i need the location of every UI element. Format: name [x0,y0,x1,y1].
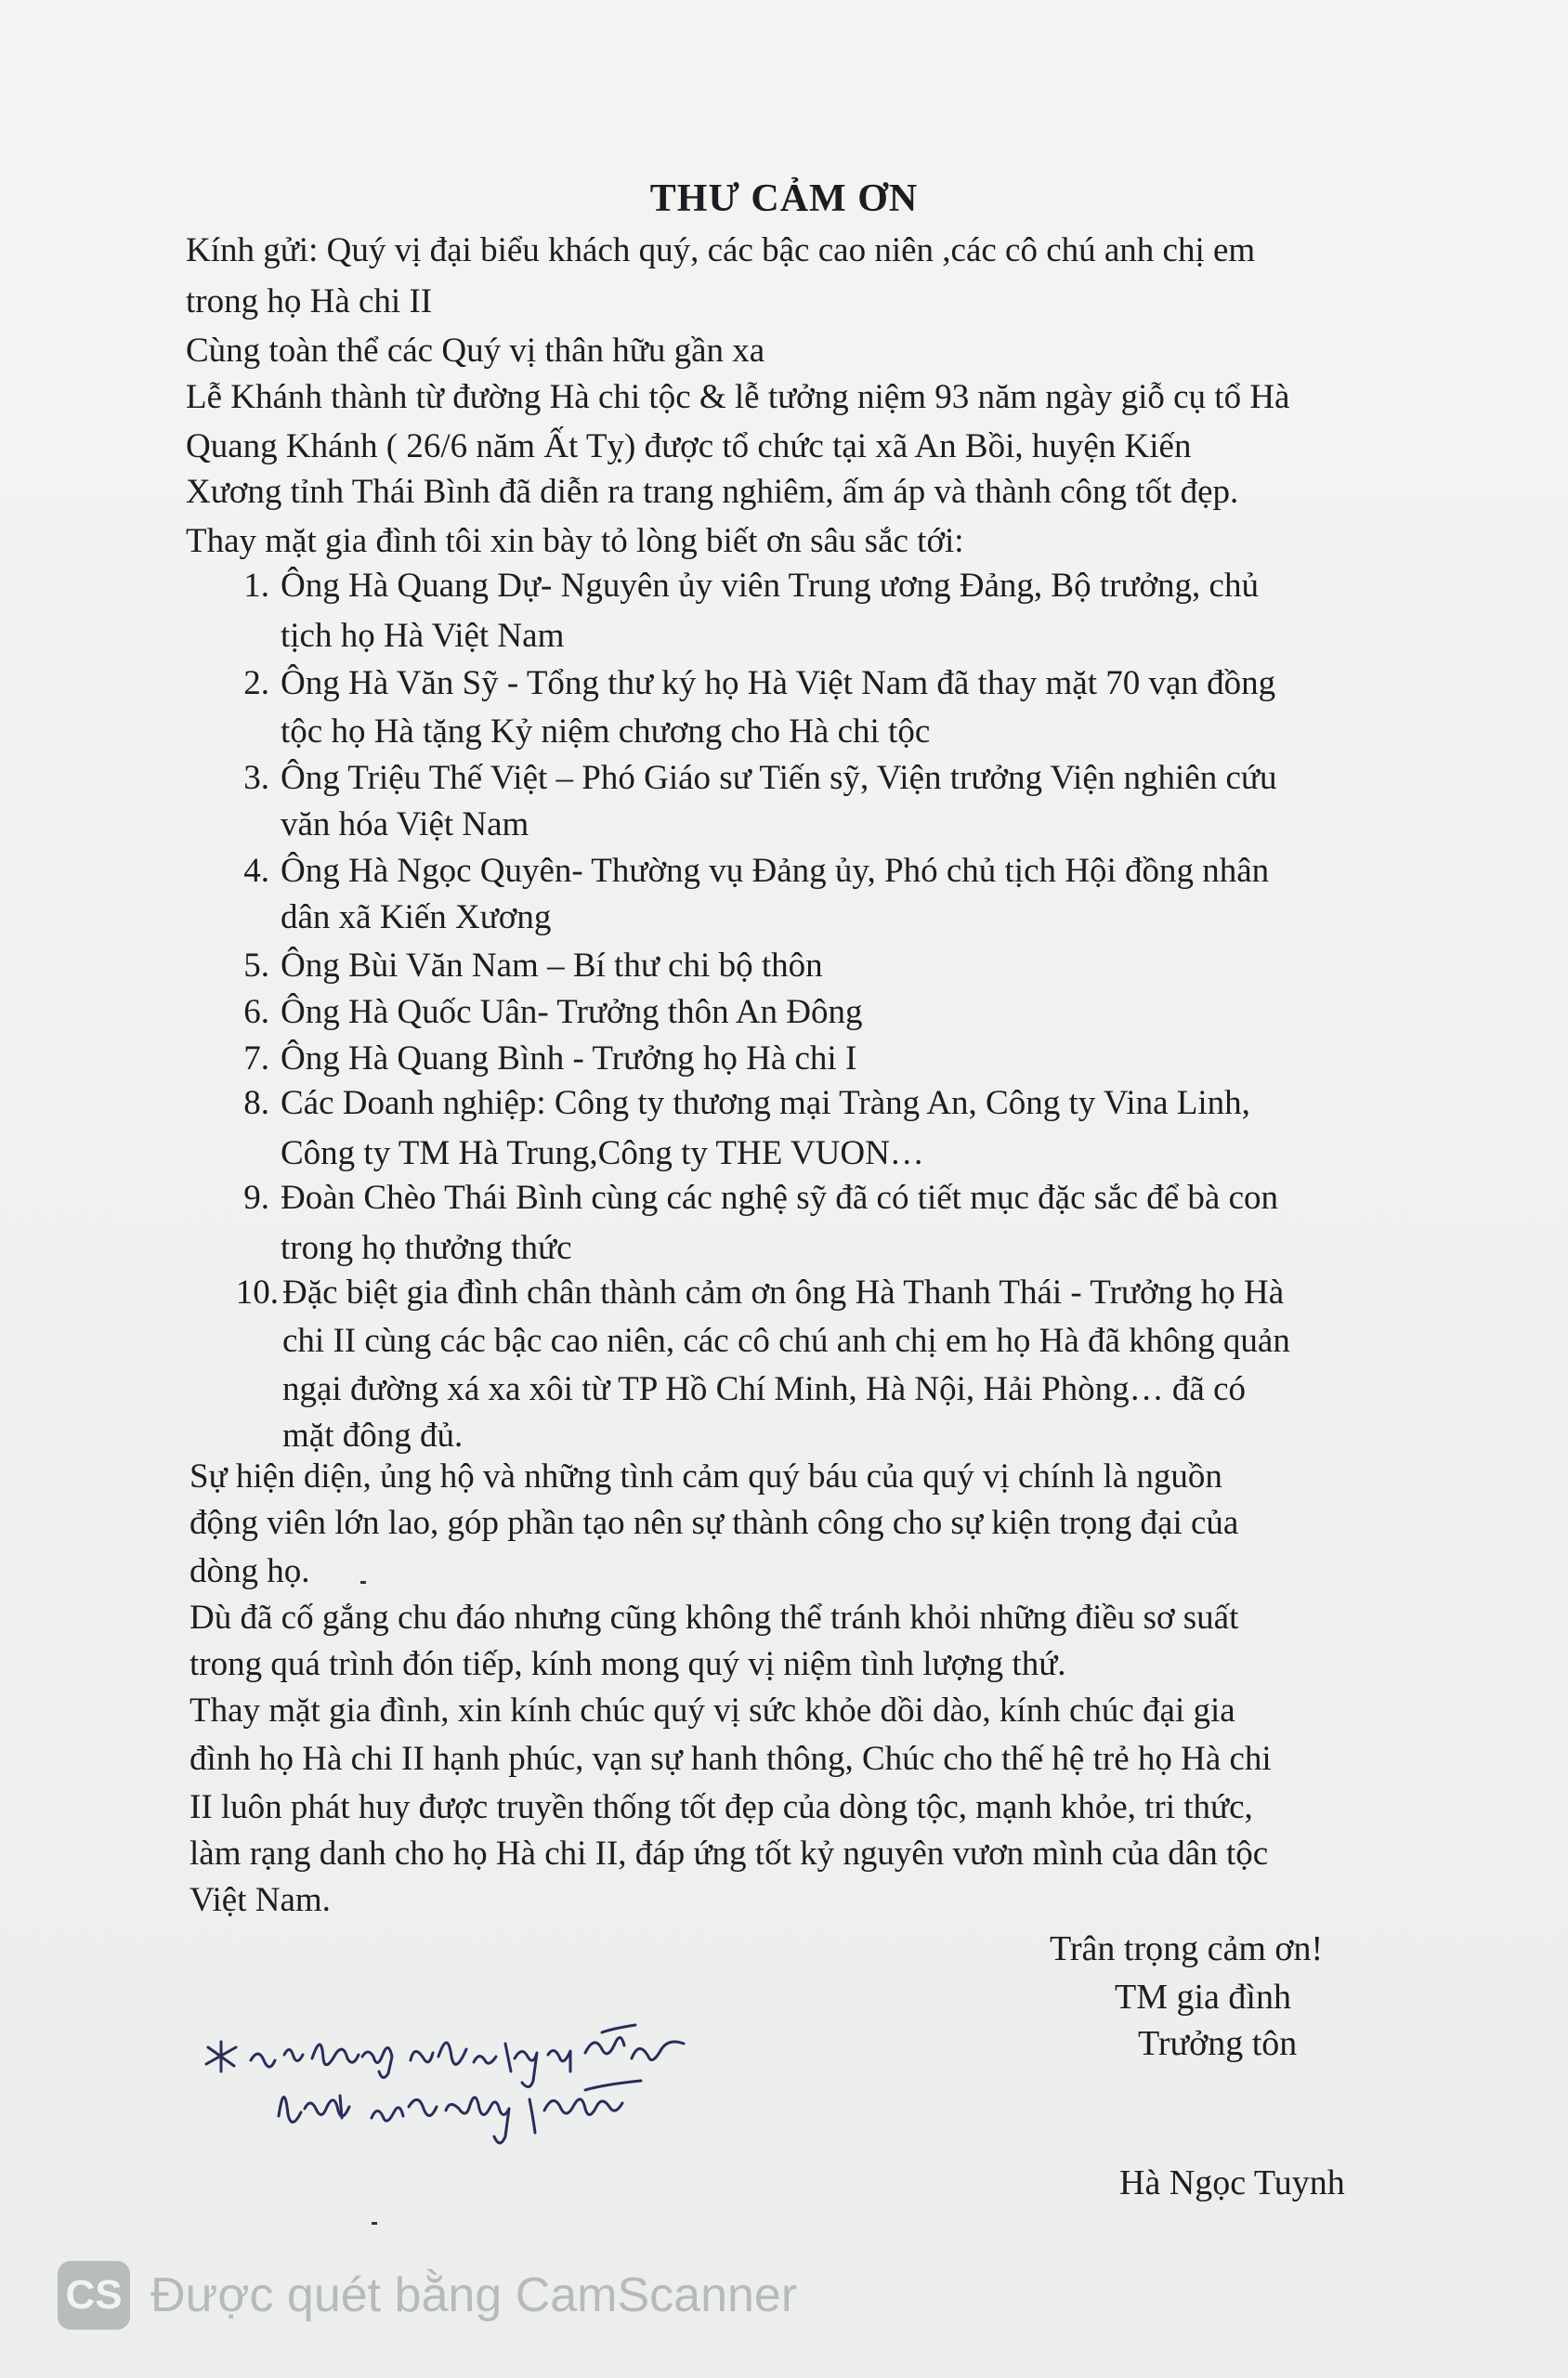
list-item: Ông Hà Quốc Uân- Trưởng thôn An Đông [281,993,863,1031]
list-item: Ông Bùi Văn Nam – Bí thư chi bộ thôn [281,947,823,985]
signature-role: Trưởng tôn [1138,2024,1298,2063]
list-item-number: 8. [243,1084,269,1122]
list-item: Ông Hà Văn Sỹ - Tổng thư ký họ Hà Việt Nam đã thay mặt 70 vạn đồng [281,664,1276,702]
intro-line: Quang Khánh ( 26/6 năm Ất Tỵ) được tổ chức tại xã An Bồi, huyện Kiến [186,427,1192,465]
list-item: Ông Triệu Thế Việt – Phó Giáo sư Tiến sỹ, Viện trưởng Viện nghiên cứu [281,759,1277,797]
closing-line: đình họ Hà chi II hạnh phúc, vạn sự hanh thông, Chúc cho thế hệ trẻ họ Hà chi [189,1740,1272,1778]
list-item: Các Doanh nghiệp: Công ty thương mại Tràng An, Công ty Vina Linh, [281,1084,1250,1122]
closing-line: động viên lớn lao, góp phần tạo nên sự thành công cho sự kiện trọng đại của [189,1504,1239,1542]
scan-artifact [372,2222,377,2225]
list-item: văn hóa Việt Nam [281,805,529,843]
letter-title: THƯ CẢM ƠN [649,177,919,220]
closing-line: trong quá trình đón tiếp, kính mong quý vị niệm tình lượng thứ. [189,1645,1066,1683]
handwritten-note [195,2006,771,2192]
closing-line: làm rạng danh cho họ Hà chi II, đáp ứng tốt kỷ nguyên vươn mình của dân tộc [189,1835,1269,1873]
intro-line: trong họ Hà chi II [186,282,433,320]
list-item-number: 9. [243,1179,269,1217]
closing-line: Dù đã cố gắng chu đáo nhưng cũng không thể tránh khỏi những điều sơ suất [189,1599,1239,1637]
list-item-number: 2. [243,664,269,702]
signature-thanks: Trân trọng cảm ơn! [1050,1929,1324,1968]
intro-line: Cùng toàn thể các Quý vị thân hữu gần xa [186,332,765,370]
list-item-number: 4. [243,852,269,890]
list-item: dân xã Kiến Xương [281,898,552,936]
list-item: Ông Hà Quang Bình - Trưởng họ Hà chi I [281,1039,857,1078]
list-item: ngại đường xá xa xôi từ TP Hồ Chí Minh, Hà Nội, Hải Phòng… đã có [282,1370,1247,1408]
list-item: tộc họ Hà tặng Kỷ niệm chương cho Hà chi tộc [281,712,931,751]
list-item: Ông Hà Ngọc Quyên- Thường vụ Đảng ủy, Phó chủ tịch Hội đồng nhân [281,852,1270,890]
signature-name: Hà Ngọc Tuynh [1119,2163,1345,2202]
list-item: Ông Hà Quang Dự- Nguyên ủy viên Trung ương Đảng, Bộ trưởng, chủ [281,567,1259,605]
list-item-number: 5. [243,947,269,985]
closing-line: dòng họ. [189,1552,310,1590]
intro-line: Thay mặt gia đình tôi xin bày tỏ lòng biết ơn sâu sắc tới: [186,522,964,560]
closing-line: Việt Nam. [189,1881,331,1919]
list-item: Đặc biệt gia đình chân thành cảm ơn ông Hà Thanh Thái - Trưởng họ Hà [282,1274,1285,1312]
signature-on-behalf: TM gia đình [1115,1978,1291,2017]
watermark-text: Được quét bằng CamScanner [150,2268,798,2322]
list-item: chi II cùng các bậc cao niên, các cô chú anh chị em họ Hà đã không quản [282,1322,1290,1360]
list-item: tịch họ Hà Việt Nam [281,617,565,655]
scan-artifact [360,1581,366,1584]
list-item: trong họ thưởng thức [281,1229,572,1267]
closing-line: Sự hiện diện, ủng hộ và những tình cảm quý báu của quý vị chính là nguồn [189,1457,1222,1496]
intro-line: Lễ Khánh thành từ đường Hà chi tộc & lễ tưởng niệm 93 năm ngày giỗ cụ tổ Hà [186,378,1290,416]
camscanner-logo-icon: CS [58,2261,130,2330]
camscanner-watermark [58,2257,797,2333]
list-item-number: 6. [243,993,269,1031]
list-item-number: 10. [235,1274,279,1312]
list-item: Công ty TM Hà Trung,Công ty THE VUON… [281,1134,924,1172]
closing-line: Thay mặt gia đình, xin kính chúc quý vị sức khỏe dồi dào, kính chúc đại gia [189,1692,1235,1730]
list-item-number: 1. [243,567,269,605]
list-item: mặt đông đủ. [282,1417,464,1455]
closing-line: II luôn phát huy được truyền thống tốt đẹp của dòng tộc, mạnh khỏe, tri thức, [189,1788,1253,1826]
intro-line: Kính gửi: Quý vị đại biểu khách quý, các bậc cao niên ,các cô chú anh chị em [186,231,1256,269]
intro-line: Xương tỉnh Thái Bình đã diễn ra trang nghiêm, ấm áp và thành công tốt đẹp. [186,473,1239,511]
list-item: Đoàn Chèo Thái Bình cùng các nghệ sỹ đã có tiết mục đặc sắc để bà con [281,1179,1279,1217]
list-item-number: 3. [243,759,269,797]
list-item-number: 7. [243,1039,269,1078]
